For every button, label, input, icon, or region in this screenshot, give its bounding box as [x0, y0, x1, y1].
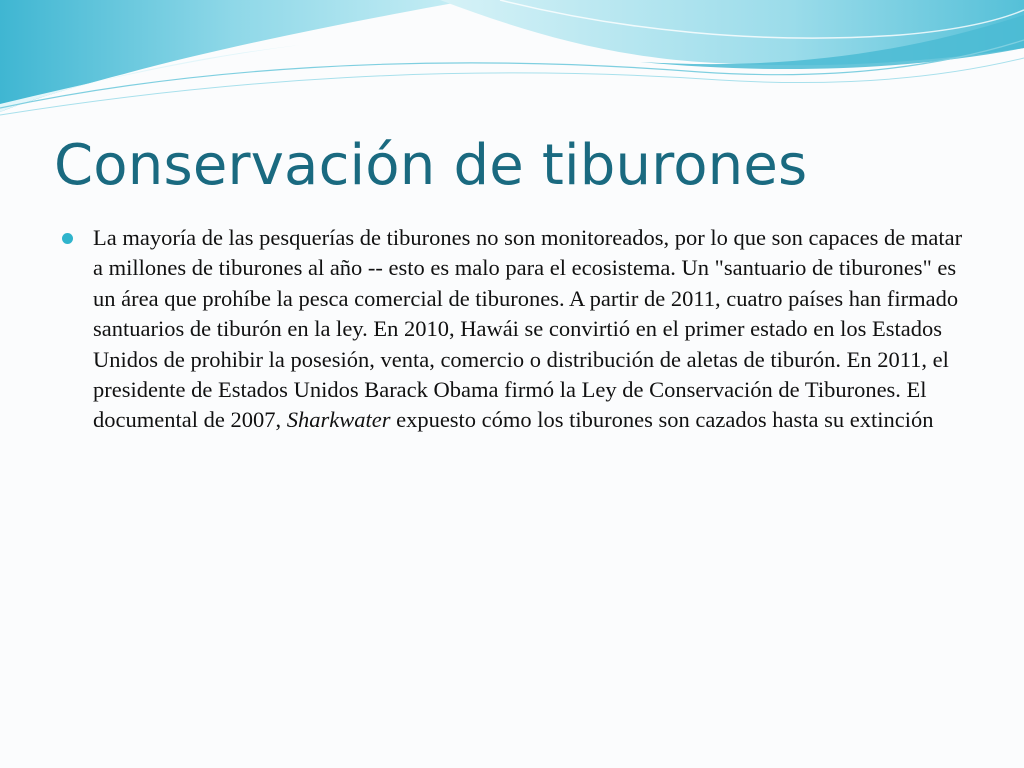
bullet-text-end: expuesto cómo los tiburones son cazados hasta su extinción [390, 407, 934, 433]
bullet-text-main: La mayoría de las pesquerías de tiburones no son monitoreados, por lo que son capaces de matar a millones de tiburones al año -- esto es malo para el ecosistema. Un "santuario de tiburones" es un área que prohíbe la pesca comercial de tiburones. A partir de 2011, cuatro países han firmado santuarios de tiburón en la ley. En 2010, Hawái se convirtió en el primer estado en los Estados Unidos de prohibir la posesión, venta, comercio o distribución de aletas de tiburón. En 2011, el presidente de Estados Unidos Barack Obama firmó la Ley de Conservación de Tiburones. El documental de 2007, [93, 225, 963, 433]
wave-header-decoration [0, 0, 1024, 120]
bullet-item [60, 223, 970, 436]
film-title-italic: Sharkwater [286, 407, 391, 433]
slide-title: Conservación de tiburones [54, 133, 808, 198]
bullet-text [93, 225, 962, 432]
bullet-list [60, 223, 970, 436]
circle-bullet-icon [62, 233, 73, 244]
